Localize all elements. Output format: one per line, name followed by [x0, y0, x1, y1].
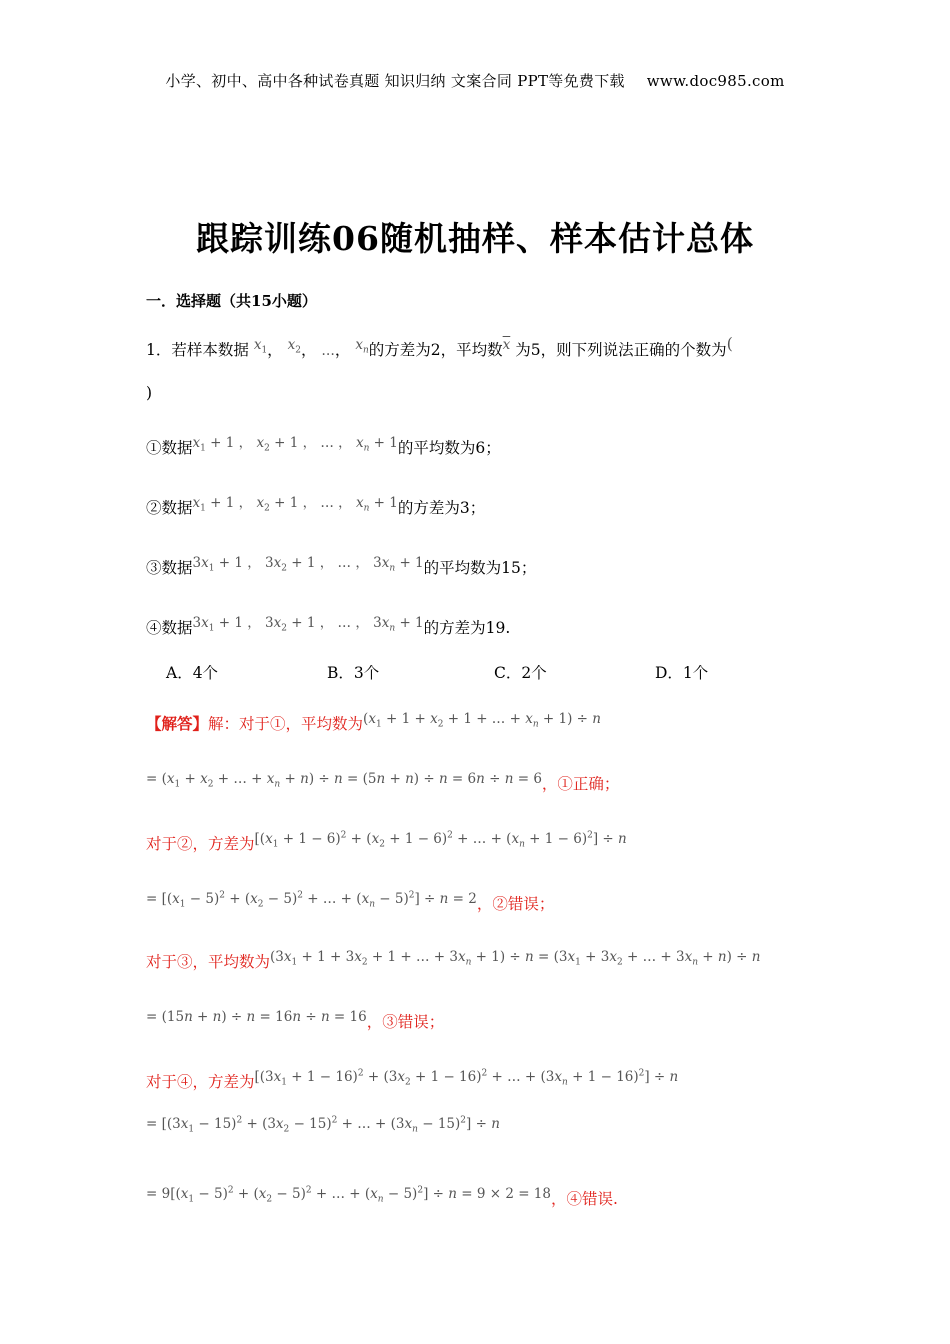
statement-2	[146, 496, 485, 520]
solution-s2-text: 对于②，方差为	[146, 835, 255, 853]
statement-4	[146, 616, 510, 640]
math-sol-4b: = [$(3x_1 - 15)^2 + (3x_2 - 15)^2$ + … + $(3x_n - 15)^2] \div n$	[146, 1115, 500, 1135]
math-x1: $x_1$	[253, 337, 268, 356]
question-stem: 1．若样本数据 $x_1$， $x_2$， …， $x_n$的方差为2，平均数$\overline{x}$ 为5，则下列说法正确的个数为(	[146, 334, 733, 359]
solution-line-4	[146, 1070, 678, 1094]
statement-1-tail: 的平均数为6；	[397, 439, 501, 457]
solution-line-4c	[146, 1187, 618, 1211]
statement-3-lead: ③数据	[146, 559, 193, 577]
solution-result-3: ，③错误；	[366, 1013, 445, 1031]
stem-part-c: 为5，则下列说法正确的个数为	[515, 341, 727, 359]
math-sol-1a: ($x_1 + 1 + x_2 + 1$ + … + $x_n + 1) \div n$	[363, 711, 601, 730]
solution-line-1	[146, 772, 619, 796]
page-header	[0, 70, 950, 91]
statement-4-tail: 的方差为19.	[423, 619, 511, 637]
option-b[interactable]: B．3个	[327, 664, 380, 682]
statement-1-lead: ①数据	[146, 439, 193, 457]
math-sol-1b: = ($x_1 + x_2$ + … + $x_n + n) \div n = (5n + n) \div n = 6n \div n = 6$	[146, 771, 542, 790]
paren-open: (	[726, 334, 733, 353]
page-title: 跟踪训练06随机抽样、样本估计总体	[196, 219, 754, 258]
solution-line-4b	[146, 1114, 500, 1135]
solution-line-3b	[146, 1010, 444, 1032]
math-data-1: $x_1 + 1$ ， $x_2 + 1$ ， … ， $x_n + 1$	[192, 435, 398, 454]
solution-tag: 【解答】	[146, 714, 209, 733]
statement-1	[146, 436, 501, 460]
solution-s4-text: 对于④，方差为	[146, 1073, 255, 1091]
option-c[interactable]: C．2个	[494, 664, 547, 682]
math-dots: …	[321, 343, 335, 359]
solution-line-2	[146, 832, 627, 856]
math-sol-4c: = $9[(x_1 - 5)^2 + (x_2 - 5)^2$ + … + $(x_n - 5)^2] \div n = 9 \times 2 = 18$	[146, 1185, 551, 1205]
statement-2-tail: 的方差为3；	[397, 499, 486, 517]
solution-s3-text: 对于③，平均数为	[146, 953, 271, 971]
solution-line-2b	[146, 892, 554, 916]
solution-intro	[146, 712, 601, 736]
paren-close: )	[146, 384, 153, 402]
solution-result-4: ，④错误.	[550, 1190, 618, 1208]
header-text: 小学、初中、高中各种试卷真题 知识归纳 文案合同 PPT等免费下载	[165, 72, 625, 90]
stem-part-a: 1．若样本数据	[146, 341, 249, 359]
option-d[interactable]: D．1个	[655, 664, 709, 682]
statement-4-lead: ④数据	[146, 619, 193, 637]
math-data-2: $x_1 + 1$ ， $x_2 + 1$ ， … ， $x_n + 1$	[192, 495, 398, 514]
statement-2-lead: ②数据	[146, 499, 193, 517]
math-x2: $x_2$	[287, 337, 301, 356]
header-site-link[interactable]: www.doc985.com	[646, 72, 785, 90]
statement-3-tail: 的平均数为15；	[423, 559, 537, 577]
stem-part-b: 的方差为2，平均数	[368, 341, 503, 359]
math-sol-2a: [$(x_1 + 1 - 6)^2 + (x_2 + 1 - 6)^2$ + … + $(x_n + 1 - 6)^2] \div n$	[254, 830, 627, 850]
math-data-3: $3x_1 + 1$ ， $3x_2 + 1$ ， … ， $3x_n + 1$	[192, 555, 424, 574]
solution-result-1: ，①正确；	[541, 775, 620, 793]
statement-3	[146, 556, 536, 580]
section-heading: 一．选择题（共15小题）	[146, 292, 317, 310]
solution-line-3	[146, 950, 760, 974]
solution-result-2: ，②错误；	[476, 895, 555, 913]
math-sol-3a: ($3x_1 + 1 + 3x_2 + 1$ + … + $3x_n + 1) \div n = (3x_1 + 3x_2$ + … + $3x_n + n) \div n$	[270, 949, 761, 968]
math-sol-4a: [$(3x_1 + 1 - 16)^2 + (3x_2 + 1 - 16)^2$ + … + $(3x_n + 1 - 16)^2] \div n$	[254, 1068, 679, 1088]
math-data-4: $3x_1 + 1$ ， $3x_2 + 1$ ， … ， $3x_n + 1$	[192, 615, 424, 634]
math-xn: $x_n$	[355, 337, 369, 356]
math-sol-3b: = (15n + n) ÷ n = 16n ÷ n = 16	[146, 1009, 367, 1025]
math-xbar: $\overline{x}$	[502, 337, 511, 353]
solution-intro-text: 解：对于①，平均数为	[208, 715, 364, 733]
math-sol-2b: = [$(x_1 - 5)^2 + (x_2 - 5)^2$ + … + $(x_n - 5)^2] \div n = 2$	[146, 890, 477, 910]
option-a[interactable]: A．4个	[166, 664, 219, 682]
